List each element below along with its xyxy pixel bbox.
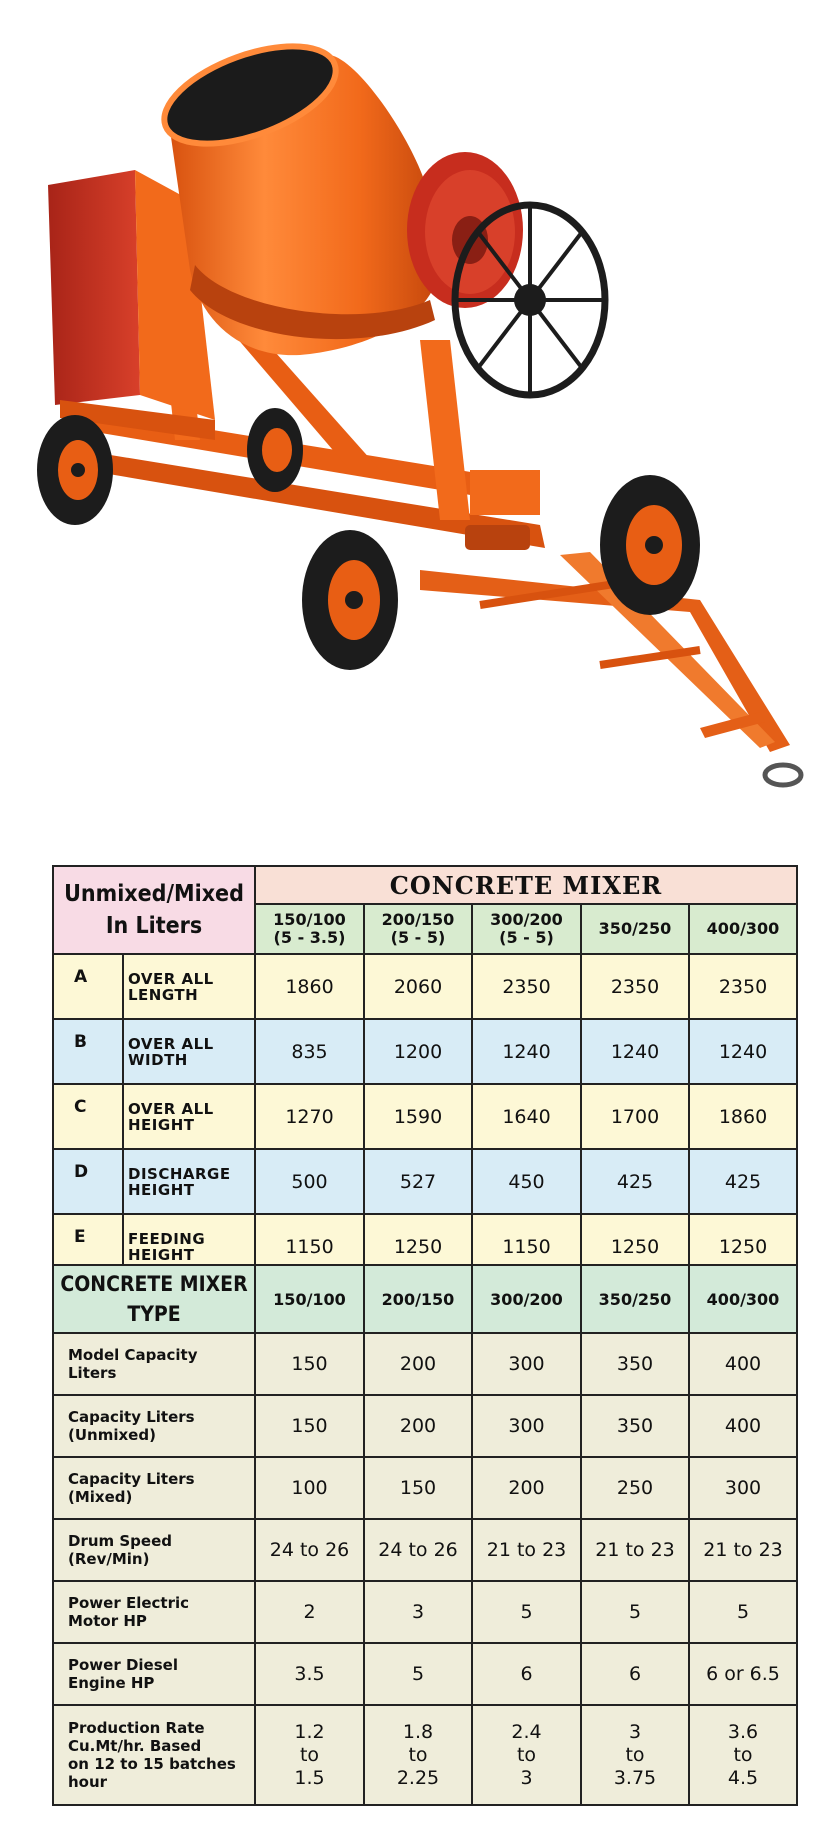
- hand-wheel: [455, 205, 605, 395]
- table-cell: 1.2 to 1.5: [255, 1705, 364, 1805]
- row-label: Model Capacity Liters: [53, 1333, 255, 1395]
- row-label: OVER ALL WIDTH: [123, 1019, 255, 1084]
- table-cell: 200: [364, 1333, 472, 1395]
- table-cell: 250: [581, 1457, 689, 1519]
- table-cell: 21 to 23: [472, 1519, 581, 1581]
- wheel-front-right: [600, 475, 700, 615]
- unmixed-mixed-header: Unmixed/Mixed In Liters: [53, 866, 255, 954]
- row-label: Power Electric Motor HP: [53, 1581, 255, 1643]
- table-row: [53, 1019, 797, 1084]
- table-cell: 150: [255, 1395, 364, 1457]
- table-cell: 1240: [472, 1019, 581, 1084]
- type-header: 200/150: [364, 1265, 472, 1333]
- capacity-header: 200/150 (5 - 5): [364, 904, 472, 954]
- row-letter: E: [53, 1214, 123, 1279]
- table-row: [53, 1084, 797, 1149]
- table-cell: 1860: [689, 1084, 797, 1149]
- table-cell: 1700: [581, 1084, 689, 1149]
- table-row: [53, 1519, 797, 1581]
- table-cell: 6: [472, 1643, 581, 1705]
- table-cell: 200: [472, 1457, 581, 1519]
- table-cell: 1250: [364, 1214, 472, 1279]
- table-cell: 1270: [255, 1084, 364, 1149]
- table-cell: 3 to 3.75: [581, 1705, 689, 1805]
- table-cell: 1200: [364, 1019, 472, 1084]
- table-row: [53, 1705, 797, 1805]
- table-row: [53, 1457, 797, 1519]
- row-label: Capacity Liters (Mixed): [53, 1457, 255, 1519]
- table-cell: 24 to 26: [364, 1519, 472, 1581]
- table-cell: 300: [472, 1395, 581, 1457]
- table-cell: 100: [255, 1457, 364, 1519]
- row-letter: C: [53, 1084, 123, 1149]
- concrete-mixer-photo: [0, 0, 839, 830]
- row-letter: D: [53, 1149, 123, 1214]
- type-header: 350/250: [581, 1265, 689, 1333]
- table-cell: 2350: [581, 954, 689, 1019]
- row-letter: B: [53, 1019, 123, 1084]
- table-row: [53, 954, 797, 1019]
- table-cell: 200: [364, 1395, 472, 1457]
- table-cell: 150: [364, 1457, 472, 1519]
- table-cell: 24 to 26: [255, 1519, 364, 1581]
- table-cell: 21 to 23: [689, 1519, 797, 1581]
- table-cell: 1240: [581, 1019, 689, 1084]
- table-cell: 3.5: [255, 1643, 364, 1705]
- row-label: OVER ALL LENGTH: [123, 954, 255, 1019]
- table-cell: 1.8 to 2.25: [364, 1705, 472, 1805]
- capacity-header: 350/250: [581, 904, 689, 954]
- row-letter: A: [53, 954, 123, 1019]
- mixer-type-header: CONCRETE MIXER TYPE: [53, 1265, 255, 1333]
- table-cell: 1590: [364, 1084, 472, 1149]
- wheel-rear-right: [247, 408, 303, 492]
- table-cell: 2060: [364, 954, 472, 1019]
- table-cell: 1640: [472, 1084, 581, 1149]
- table-cell: 6: [581, 1643, 689, 1705]
- table-cell: 1250: [581, 1214, 689, 1279]
- table-cell: 450: [472, 1149, 581, 1214]
- capacity-header: 300/200 (5 - 5): [472, 904, 581, 954]
- table-cell: 2: [255, 1581, 364, 1643]
- row-label: OVER ALL HEIGHT: [123, 1084, 255, 1149]
- table-cell: 150: [255, 1333, 364, 1395]
- type-header: 150/100: [255, 1265, 364, 1333]
- table-row: [53, 1149, 797, 1214]
- table-cell: 425: [581, 1149, 689, 1214]
- table-cell: 21 to 23: [581, 1519, 689, 1581]
- table-cell: 1240: [689, 1019, 797, 1084]
- capacity-header: 150/100 (5 - 3.5): [255, 904, 364, 954]
- table-cell: 300: [472, 1333, 581, 1395]
- table-cell: 6 or 6.5: [689, 1643, 797, 1705]
- row-label: Production Rate Cu.Mt/hr. Based on 12 to 15 batches hour: [53, 1705, 255, 1805]
- wheel-front-left: [302, 530, 398, 670]
- concrete-mixer-title: CONCRETE MIXER: [255, 866, 797, 904]
- table-cell: 3: [364, 1581, 472, 1643]
- table-cell: 2350: [472, 954, 581, 1019]
- table-cell: 5: [689, 1581, 797, 1643]
- type-header: 400/300: [689, 1265, 797, 1333]
- capacity-header: 400/300: [689, 904, 797, 954]
- table-cell: 835: [255, 1019, 364, 1084]
- table-cell: 400: [689, 1395, 797, 1457]
- table-cell: 5: [364, 1643, 472, 1705]
- table-cell: 1250: [689, 1214, 797, 1279]
- row-label: Capacity Liters (Unmixed): [53, 1395, 255, 1457]
- table-cell: 1150: [472, 1214, 581, 1279]
- table-cell: 2.4 to 3: [472, 1705, 581, 1805]
- table-cell: 2350: [689, 954, 797, 1019]
- table-row: [53, 1395, 797, 1457]
- gear-plate: [407, 152, 523, 308]
- tow-ring: [765, 765, 801, 785]
- table-cell: 350: [581, 1395, 689, 1457]
- row-label: Drum Speed (Rev/Min): [53, 1519, 255, 1581]
- table-row: [53, 1581, 797, 1643]
- table-cell: 500: [255, 1149, 364, 1214]
- row-label: Power Diesel Engine HP: [53, 1643, 255, 1705]
- table-cell: 5: [472, 1581, 581, 1643]
- table-row: [53, 1643, 797, 1705]
- table-cell: 1860: [255, 954, 364, 1019]
- table-cell: 350: [581, 1333, 689, 1395]
- table-cell: 1150: [255, 1214, 364, 1279]
- dimensions-table: [52, 865, 798, 1280]
- table-cell: 400: [689, 1333, 797, 1395]
- table-cell: 3.6 to 4.5: [689, 1705, 797, 1805]
- table-cell: 5: [581, 1581, 689, 1643]
- table-cell: 300: [689, 1457, 797, 1519]
- table-cell: 527: [364, 1149, 472, 1214]
- type-header: 300/200: [472, 1265, 581, 1333]
- table-cell: 425: [689, 1149, 797, 1214]
- table-row: [53, 1333, 797, 1395]
- row-label: DISCHARGE HEIGHT: [123, 1149, 255, 1214]
- row-label: FEEDING HEIGHT: [123, 1214, 255, 1279]
- specifications-table: [52, 1264, 798, 1806]
- wheel-rear-left: [37, 415, 113, 525]
